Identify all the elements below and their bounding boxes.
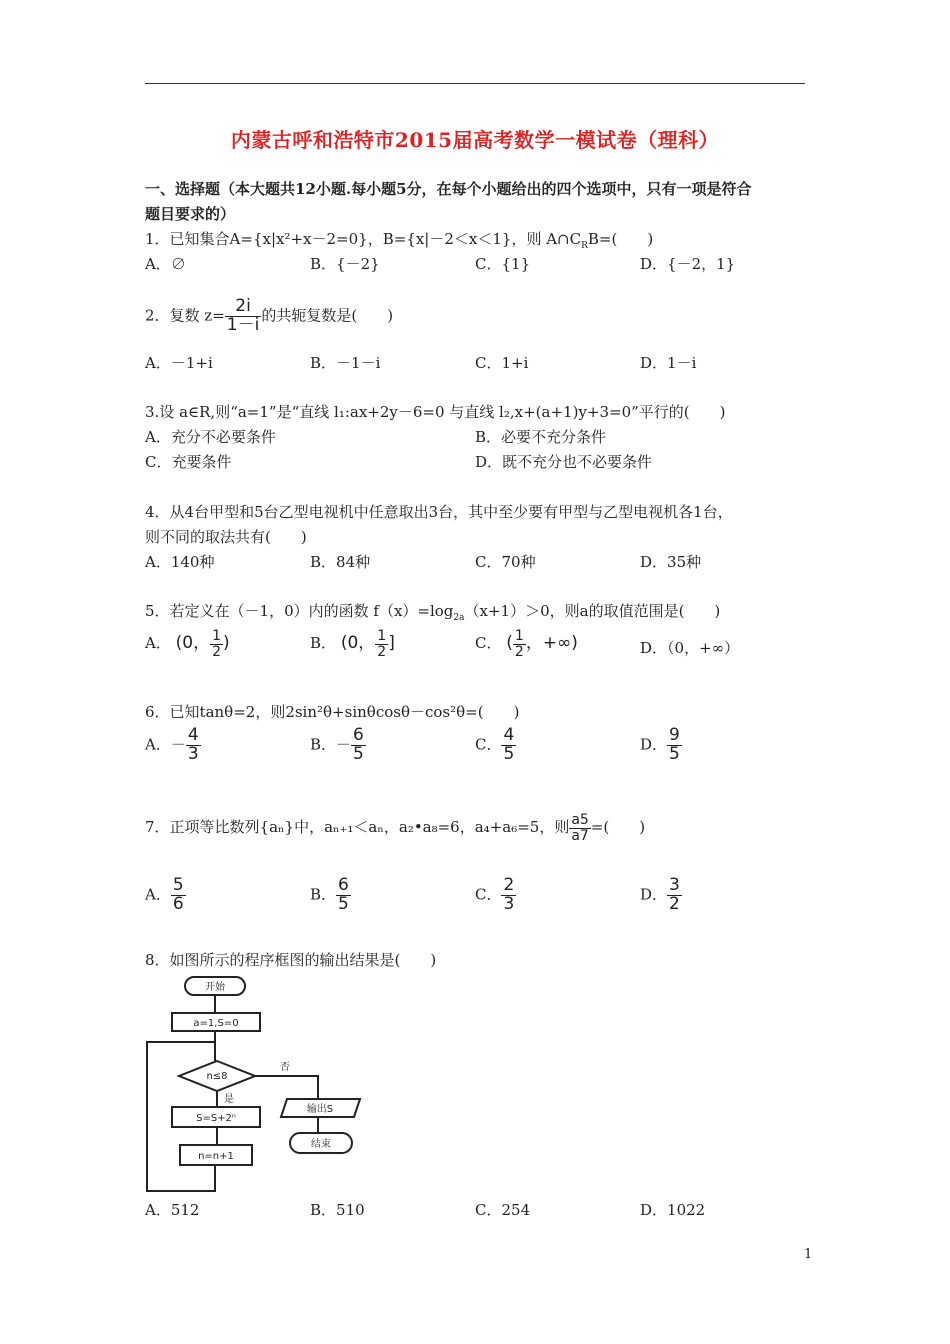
q6-c-num: 4 [503,725,515,745]
q5-label-b: B． [310,634,337,652]
q6-label-b: B． [310,735,337,754]
question-7-denominator: a7 [571,827,589,844]
q4-option-a: A．140种 [145,553,215,571]
question-7-post: =( ) [590,818,646,837]
q3-option-c: C．充要条件 [145,453,232,471]
q5-label-c: C． [475,634,502,652]
q1-option-a: A．∅ [145,255,186,273]
question-2-numerator: 2i [225,298,262,317]
q7-d-den: 2 [669,893,680,914]
flow-init-label: a=1,S=0 [193,1018,239,1029]
q5-c-close: ，+∞) [525,633,578,653]
q6-label-d: D． [640,735,668,754]
q5-a-open: (0， [175,633,211,653]
q7-b-den: 5 [338,893,349,914]
q7-label-b: B． [310,885,337,904]
q7-option-c [475,877,516,914]
q5-c-den: 2 [514,643,524,660]
q7-option-d [640,877,682,914]
flow-output-label: 输出S [306,1104,334,1115]
header-rule [145,83,805,84]
q6-b-sign: － [336,735,352,754]
question-1-text: 1．已知集合A={x|x²+x－2=0}，B={x|－2＜x＜1}，则 A∩C [145,230,582,248]
q5-b-frac [375,629,388,659]
q7-a-frac [171,877,186,914]
q7-b-frac [336,877,351,914]
q7-option-b [310,877,351,914]
q2-option-c: C．1+i [475,354,529,372]
flow-increment-label: n=n+1 [198,1151,234,1162]
q5-a-close: ) [223,633,230,653]
q7-c-den: 3 [503,893,515,914]
q2-option-a: A．－1+i [145,354,213,372]
q6-a-sign: － [170,735,186,754]
question-2-pre: 2．复数 z= [145,306,225,325]
q6-a-den: 3 [187,743,199,764]
q7-a-den: 6 [172,893,184,914]
flow-yes-label: 是 [224,1094,234,1105]
q5-option-d [640,637,739,658]
question-5-post: （x+1）＞0，则a的取值范围是( ) [464,602,721,620]
q6-c-frac [501,727,516,764]
section-heading-line2: 题目要求的） [145,205,236,223]
q7-b-num: 6 [338,875,349,895]
q7-a-num: 5 [172,875,184,895]
question-5-sub: 2a [453,613,465,623]
q5-c-open: ( [506,633,513,653]
q6-b-frac [351,727,366,764]
q5-option-c [475,628,578,659]
q1-option-b: B．{－2} [310,255,380,273]
q7-label-c: C． [475,885,502,904]
question-2-post: 的共轭复数是( ) [261,306,394,325]
flow-end-label: 结束 [311,1139,331,1150]
q5-a-den: 2 [212,643,221,660]
question-4-line2: 则不同的取法共有( ) [145,528,307,546]
flow-condition-label: n≤8 [206,1071,228,1082]
q7-label-a: A． [145,885,171,904]
q8-option-a: A．512 [145,1201,200,1219]
q7-c-frac [501,877,516,914]
q6-c-den: 5 [503,743,515,764]
q3-option-a: A．充分不必要条件 [145,428,276,446]
q5-b-close: ] [388,633,395,653]
program-flowchart [145,975,370,1195]
q6-option-a [145,727,201,764]
q5-c-frac [513,629,526,659]
question-7-text: 7．正项等比数列{aₙ}中，aₙ₊₁＜aₙ，a₂•a₈=6，a₄+a₆=5，则 [145,818,570,837]
question-7 [145,813,645,843]
q5-c-num: 1 [514,627,524,644]
q8-option-b: B．510 [310,1201,365,1219]
q6-option-c [475,727,516,764]
q2-option-b: B．－1－i [310,354,381,372]
q5-option-a [145,628,230,659]
q6-option-b [310,727,366,764]
flow-body-label: S=S+2ⁿ [196,1113,236,1124]
paper-title: 内蒙古呼和浩特市2015届高考数学一模试卷（理科） [230,128,720,152]
q6-d-num: 9 [669,725,680,745]
q6-a-frac [186,727,201,764]
q7-d-num: 3 [669,875,680,895]
question-7-fraction [569,813,591,843]
q4-option-b: B．84种 [310,553,371,571]
q6-label-c: C． [475,735,502,754]
question-1-sub: R [581,241,588,251]
q8-option-d: D．1022 [640,1201,706,1219]
question-1 [145,228,653,251]
question-5-pre: 5．若定义在（－1，0）内的函数 f（x）=log [145,602,454,620]
q4-option-c: C．70种 [475,553,536,571]
q3-option-b: B．必要不充分条件 [475,428,607,446]
q6-d-den: 5 [669,743,680,764]
q7-d-frac [667,877,682,914]
q2-option-d: D．1－i [640,354,697,372]
q6-a-num: 4 [187,725,199,745]
flow-start-label: 开始 [205,982,225,993]
q5-option-b [310,628,395,659]
question-5 [145,600,720,623]
question-6: 6．已知tanθ=2，则2sin²θ+sinθcosθ－cos²θ=( ) [145,703,520,721]
q3-option-d: D．既不充分也不必要条件 [475,453,653,471]
question-3: 3.设 a∈R,则“a=1”是“直线 l₁:ax+2y－6=0 与直线 l₂,x+(a+1)y+3=0”平行的( ) [145,403,726,421]
q5-a-num: 1 [212,627,221,644]
q5-d-value: （0，+∞） [667,639,740,657]
q6-d-frac [667,727,682,764]
q5-b-open: (0， [340,633,376,653]
q6-b-den: 5 [353,743,364,764]
q6-label-a: A． [145,735,171,754]
page-number: 1 [804,1247,813,1262]
question-7-numerator: a5 [571,812,589,828]
question-8: 8．如图所示的程序框图的输出结果是( ) [145,951,437,969]
q6-option-d [640,727,682,764]
q7-c-num: 2 [503,875,515,895]
q5-a-frac [210,629,223,659]
question-4-line1: 4．从4台甲型和5台乙型电视机中任意取出3台，其中至少要有甲型与乙型电视机各1台， [145,503,733,521]
q7-label-d: D． [640,885,668,904]
q5-b-num: 1 [377,627,387,644]
question-2-denominator: 1－i [226,314,260,335]
q1-option-d: D．{－2，1} [640,255,736,273]
question-2-fraction [225,298,262,335]
flow-no-label: 否 [280,1062,290,1073]
q5-label-a: A． [145,634,171,652]
q8-option-c: C．254 [475,1201,531,1219]
q6-b-num: 6 [353,725,364,745]
q5-b-den: 2 [377,643,387,660]
section-heading-line1: 一、选择题（本大题共12小题.每小题5分，在每个小题给出的四个选项中，只有一项是符合 [145,180,752,198]
q5-label-d: D． [640,639,668,657]
question-1-text2: B=( ) [587,230,654,248]
q4-option-d: D．35种 [640,553,702,571]
q7-option-a [145,877,186,914]
question-2 [145,298,393,335]
q1-option-c: C．{1} [475,255,531,273]
